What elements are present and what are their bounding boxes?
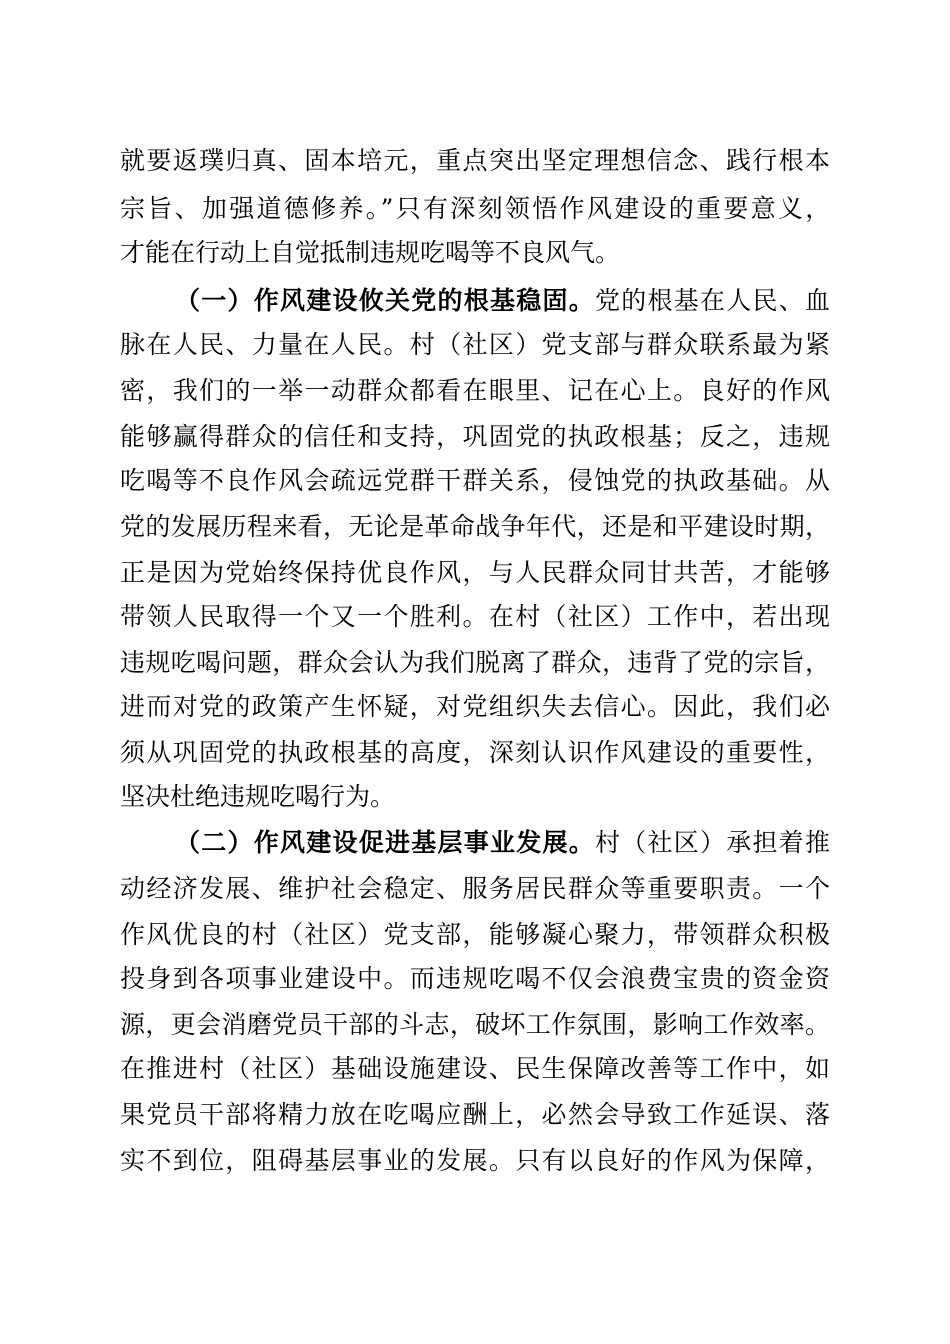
paragraph-line: 脉在人民、力量在人民。村（社区）党支部与群众联系最为紧 xyxy=(120,330,832,359)
paragraph-line: 才能在行动上自觉抵制违规吃喝等不良风气。 xyxy=(120,238,621,267)
paragraph-line: 作风优良的村（社区）党支部，能够凝心聚力，带领群众积极 xyxy=(120,920,832,949)
paragraph-line: 违规吃喝问题，群众会认为我们脱离了群众，违背了党的宗旨， xyxy=(120,648,831,677)
section-1-first-line xyxy=(175,286,831,316)
paragraph-line: 果党员干部将精力放在吃喝应酬上，必然会导致工作延误、落 xyxy=(120,1100,832,1129)
paragraph-line: 在推进村（社区）基础设施建设、民生保障改善等工作中，如 xyxy=(120,1054,832,1083)
paragraph-line: 党的发展历程来看，无论是革命战争年代，还是和平建设时期， xyxy=(120,512,831,541)
section-2-heading: （二）作风建设促进基层事业发展。 xyxy=(175,828,596,857)
paragraph-line: 带领人民取得一个又一个胜利。在村（社区）工作中，若出现 xyxy=(120,602,832,631)
paragraph-line: 进而对党的政策产生怀疑，对党组织失去信心。因此，我们必 xyxy=(120,692,832,721)
paragraph-line: 密，我们的一举一动群众都看在眼里、记在心上。良好的作风 xyxy=(120,376,832,405)
paragraph-line: 吃喝等不良作风会疏远党群干群关系，侵蚀党的执政基础。从 xyxy=(120,466,832,495)
paragraph-line: 能够赢得群众的信任和支持，巩固党的执政根基；反之，违规 xyxy=(120,422,832,451)
section-2-first-line xyxy=(175,828,831,858)
paragraph-line: 源，更会消磨党员干部的斗志，破坏工作氛围，影响工作效率。 xyxy=(120,1010,831,1039)
paragraph-line: 就要返璞归真、固本培元，重点突出坚定理想信念、践行根本 xyxy=(120,146,832,175)
paragraph-line: 投身到各项事业建设中。而违规吃喝不仅会浪费宝贵的资金资 xyxy=(120,964,832,993)
paragraph-line: 正是因为党始终保持优良作风，与人民群众同甘共苦，才能够 xyxy=(120,558,832,587)
paragraph-line: 实不到位，阻碍基层事业的发展。只有以良好的作风为保障， xyxy=(120,1146,832,1175)
paragraph-line: 坚决杜绝违规吃喝行为。 xyxy=(120,782,396,811)
paragraph-line: 须从巩固党的执政根基的高度，深刻认识作风建设的重要性， xyxy=(120,738,832,767)
paragraph-line: 动经济发展、维护社会稳定、服务居民群众等重要职责。一个 xyxy=(120,874,832,903)
paragraph-line: 宗旨、加强道德修养。”只有深刻领悟作风建设的重要意义， xyxy=(120,194,833,223)
section-1-heading: （一）作风建设攸关党的根基稳固。 xyxy=(175,286,596,315)
section-1-first-line-text: 党的根基在人民、血 xyxy=(595,286,832,315)
section-2-first-line-text: 村（社区）承担着推 xyxy=(595,828,832,857)
